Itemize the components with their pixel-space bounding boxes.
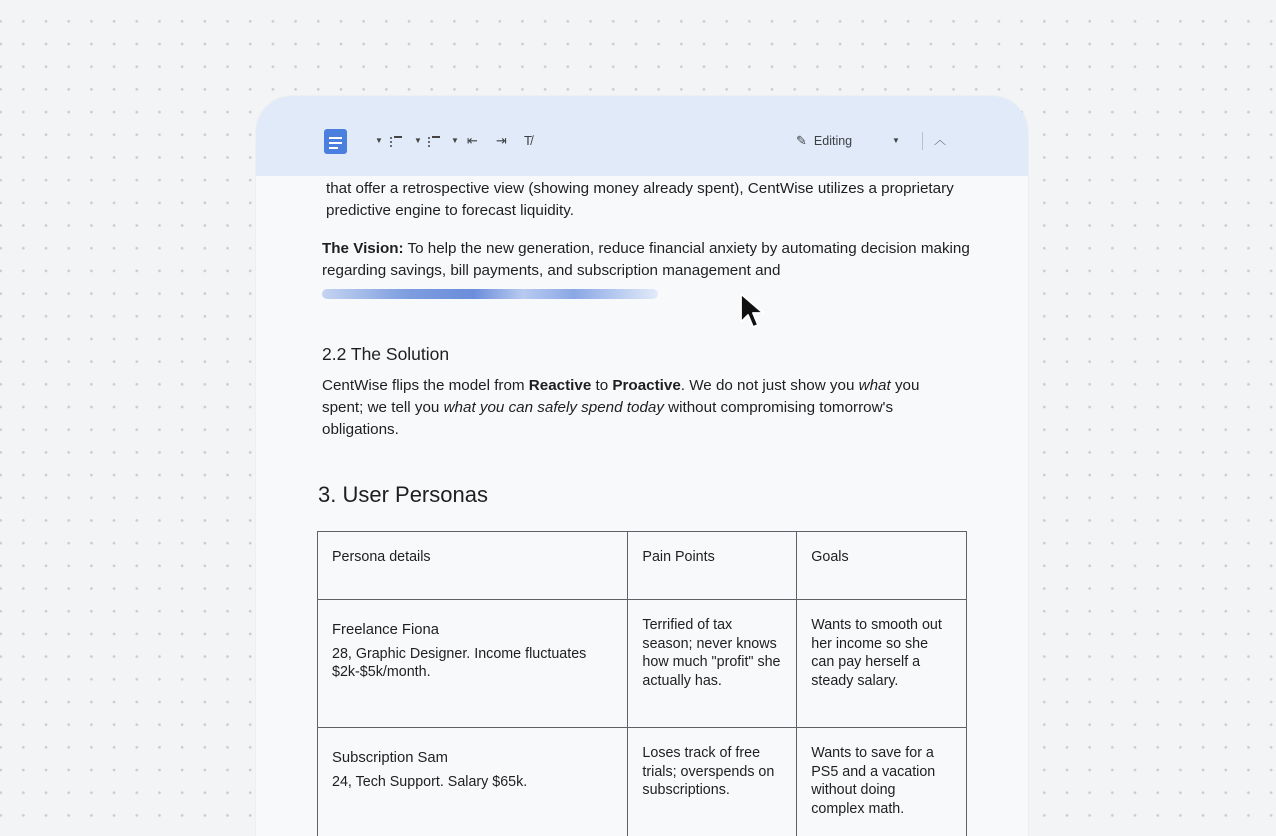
decrease-indent-icon[interactable]: ⇤ [467,132,478,150]
table-cell-persona[interactable] [318,600,628,728]
ai-generating-shimmer [322,289,658,299]
bulleted-list-dropdown-icon[interactable]: ▼ [414,132,422,150]
toolbar [256,96,1028,176]
vision-text: To help the new generation, reduce financial anxiety by automating decision making regarding savings, bill payments, and subscription management and [322,240,970,279]
personas-table [317,531,967,836]
paragraph-solution [322,375,962,441]
solution-text-3: . We do not just show you [681,377,859,394]
table-header-row [318,532,967,600]
solution-italic-spend: what you can safely spend today [444,399,664,416]
table-cell-pain-points[interactable]: Terrified of tax season; never knows how much "profit" she actually has. [628,600,797,728]
solution-heading: 2.2 The Solution [322,344,449,365]
solution-italic-what: what [859,377,891,394]
solution-bold-reactive: Reactive [529,377,591,394]
mouse-cursor-icon [738,292,768,332]
solution-text-5: without compromising tomorrow's obligations. [322,399,893,438]
solution-text-1: CentWise flips the model from [322,377,529,394]
clear-formatting-icon[interactable]: T̸ [524,132,532,150]
toolbar-divider [922,132,923,150]
increase-indent-icon[interactable]: ⇥ [496,132,507,150]
paragraph-vision [322,238,972,282]
bulleted-list-icon[interactable] [390,132,402,150]
document-window [256,96,1028,836]
solution-bold-proactive: Proactive [612,377,680,394]
solution-text-2: to [591,377,612,394]
editing-mode-label: Editing [814,134,852,148]
numbered-list-dropdown-icon[interactable]: ▼ [451,132,459,150]
chevron-up-icon[interactable]: ︿ [934,131,946,149]
table-cell-goals[interactable]: Wants to smooth out her income so she can pay herself a steady salary. [797,600,967,728]
persona-details: 28, Graphic Designer. Income fluctuates $2k-$5k/month. [332,645,613,682]
persona-name: Freelance Fiona [332,621,613,640]
table-cell-goals[interactable]: Wants to save for a PS5 and a vacation without doing complex math. [797,728,967,836]
caret-down-icon[interactable]: ▼ [892,132,900,150]
table-header[interactable]: Persona details [318,532,628,600]
docs-logo-icon[interactable] [324,129,347,154]
paragraph-intro: that offer a retrospective view (showing money already spent), CentWise utilizes a proprietary predictive engine to forecast liquidity. [326,178,976,222]
table-cell-pain-points[interactable]: Loses track of free trials; overspends on subscriptions. [628,728,797,836]
table-header[interactable]: Goals [797,532,967,600]
vision-label: The Vision: [322,240,404,257]
table-header[interactable]: Pain Points [628,532,797,600]
editing-mode-button[interactable] [796,132,852,150]
personas-heading: 3. User Personas [318,482,488,508]
caret-down-icon[interactable]: ▼ [375,132,383,150]
solution-text-4: you spent; we tell you [322,377,919,416]
persona-name: Subscription Sam [332,749,613,768]
table-row [318,600,967,728]
persona-details: 24, Tech Support. Salary $65k. [332,773,613,792]
pencil-icon: ✎ [796,133,807,149]
numbered-list-icon[interactable] [428,132,440,150]
